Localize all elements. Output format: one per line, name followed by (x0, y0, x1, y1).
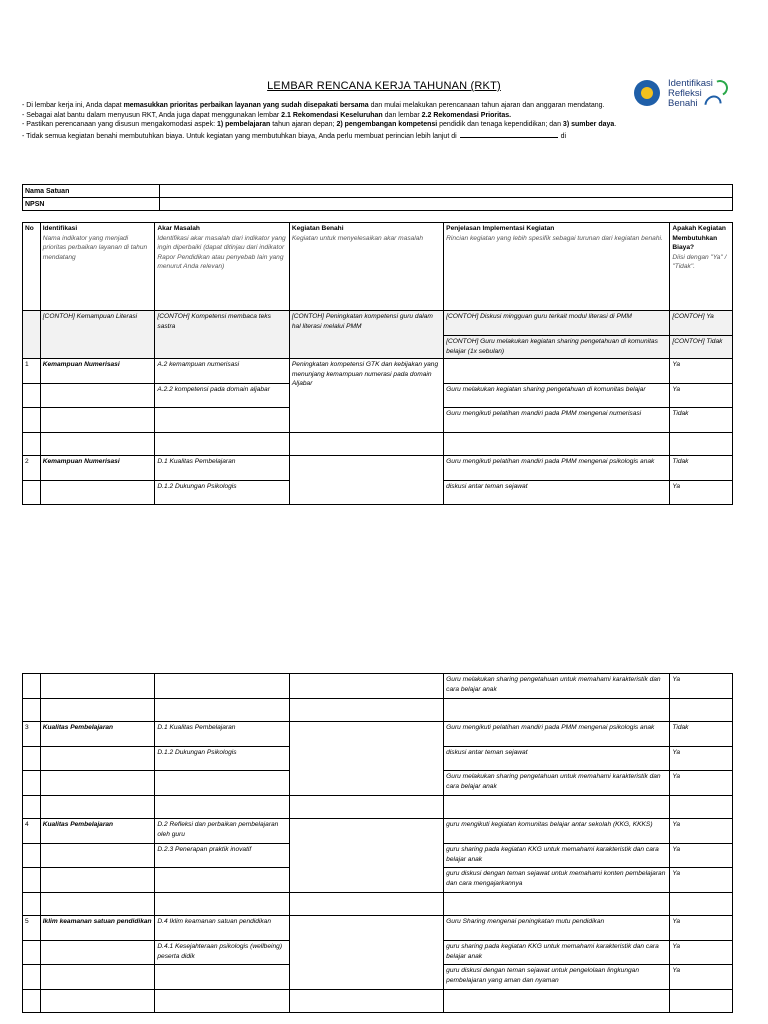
biaya-cell[interactable]: Ya (670, 916, 733, 941)
akar-masalah-cell[interactable]: D.2.3 Penerapan praktik inovatif (155, 844, 289, 868)
penjelasan-cell[interactable]: Guru mengikuti pelatihan mandiri pada PMM mengenai numerisasi (444, 408, 670, 433)
example-penjelasan-2: [CONTOH] Guru melakukan kegiatan sharing pengetahuan di komunitas belajar (1x sebulan) (444, 336, 670, 359)
penjelasan-cell[interactable]: guru diskusi dengan teman sejawat untuk memahami konten pembelajaran dan cara mengajarkannya (444, 868, 670, 893)
akar-masalah-cell[interactable]: D.1.2 Dukungan Psikologis (155, 747, 289, 771)
instruction-1: - Di lembar kerja ini, Anda dapat memasukkan prioritas perbaikan layanan yang sudah disepakati bersama dan mulai melakukan perencanaan tahun ajaran dan anggaran mendatang. (22, 102, 605, 109)
instruction-3: - Pastikan perencanaan yang disusun mengakomodasi aspek: 1) pembelajaran tahun ajaran depan; 2) pengembangan kompetensi pendidik dan tenaga kependidikan; dan 3) sumber daya. (22, 121, 617, 128)
biaya-cell[interactable]: Ya (670, 819, 733, 844)
nama-satuan-field[interactable] (160, 185, 733, 198)
header-no: No (23, 223, 41, 311)
penjelasan-cell[interactable] (444, 359, 670, 384)
kegiatan-benahi-cell[interactable]: Peningkatan kompetensi GTK dan kebijakan yang menunjang kemampuan numerasi pada domain Aljabar (289, 359, 443, 433)
kegiatan-benahi-cell[interactable] (289, 819, 443, 893)
penjelasan-cell[interactable]: Guru mengikuti pelatihan mandiri pada PMM mengenai psikologis anak (444, 722, 670, 747)
akar-masalah-cell[interactable]: D.1 Kualitas Pembelajaran (155, 456, 289, 481)
npsn-label: NPSN (23, 198, 160, 211)
identifikasi-cell[interactable]: Iklim keamanan satuan pendidikan (40, 916, 155, 941)
table-header-row (23, 223, 733, 311)
akar-masalah-cell[interactable]: D.2 Refleksi dan perbaikan pembelajaran oleh guru (155, 819, 289, 844)
header-biaya: Apakah Kegiatan Membutuhkan Biaya? Diisi dengan "Ya" / "Tidak". (670, 223, 733, 311)
table-row (23, 433, 733, 456)
rkt-table-page-1 (22, 222, 733, 505)
biaya-cell[interactable]: Ya (670, 868, 733, 893)
example-kegiatan: [CONTOH] Peningkatan kompetensi guru dalam hal literasi melalui PMM (289, 311, 443, 359)
akar-masalah-cell[interactable]: D.1 Kualitas Pembelajaran (155, 722, 289, 747)
biaya-cell[interactable]: Ya (670, 771, 733, 796)
kegiatan-benahi-cell[interactable] (289, 722, 443, 796)
table-row (23, 893, 733, 916)
table-row (23, 796, 733, 819)
example-biaya-1: [CONTOH] Ya (670, 311, 733, 336)
biaya-cell[interactable]: Tidak (670, 456, 733, 481)
penjelasan-cell[interactable]: guru diskusi dengan teman sejawat untuk pengelolaan lingkungan pembelajaran yang aman dan nyaman (444, 965, 670, 990)
table-row (23, 722, 733, 747)
table-row (23, 990, 733, 1013)
table-row (23, 699, 733, 722)
biaya-cell[interactable]: Ya (670, 481, 733, 505)
header-penjelasan: Penjelasan Implementasi Kegiatan Rincian kegiatan yang lebih spesifik sebagai turunan dari kegiatan benahi. (444, 223, 670, 311)
example-row (23, 311, 733, 336)
akar-masalah-cell[interactable]: D.4 Iklim keamanan satuan pendidikan (155, 916, 289, 941)
akar-masalah-cell[interactable]: D.4.1 Kesejahteraan psikologis (wellbeing) peserta didik (155, 941, 289, 965)
instructions (22, 101, 662, 141)
penjelasan-cell[interactable]: diskusi antar teman sejawat (444, 481, 670, 505)
page-title: LEMBAR RENCANA KERJA TAHUNAN (RKT) (267, 80, 501, 92)
biaya-cell[interactable]: Ya (670, 384, 733, 408)
row-number: 5 (23, 916, 41, 941)
nama-satuan-label: Nama Satuan (23, 185, 160, 198)
example-penjelasan-1: [CONTOH] Diskusi mingguan guru terkait modul literasi di PMM (444, 311, 670, 336)
biaya-cell[interactable]: Ya (670, 359, 733, 384)
penjelasan-cell[interactable]: guru sharing pada kegiatan KKG untuk memahami karakteristik dan cara belajar anak (444, 941, 670, 965)
row-number: 4 (23, 819, 41, 844)
table-row (23, 456, 733, 481)
table-row (23, 819, 733, 844)
table-row (23, 674, 733, 699)
biaya-cell[interactable]: Ya (670, 674, 733, 699)
identifikasi-cell[interactable]: Kemampuan Numerisasi (40, 456, 155, 481)
biaya-cell[interactable]: Tidak (670, 722, 733, 747)
biaya-cell[interactable]: Ya (670, 747, 733, 771)
penjelasan-cell[interactable]: guru mengikuti kegiatan komunitas belajar antar sekolah (KKG, KKKS) (444, 819, 670, 844)
identifikasi-cell[interactable]: Kualitas Pembelajaran (40, 722, 155, 747)
header-kegiatan-benahi: Kegiatan Benahi Kegiatan untuk menyelesaikan akar masalah (289, 223, 443, 311)
rkt-table-page-2 (22, 673, 733, 1013)
penjelasan-cell[interactable]: Guru mengikuti pelatihan mandiri pada PMM mengenai psikologis anak (444, 456, 670, 481)
kegiatan-benahi-cell[interactable] (289, 916, 443, 990)
example-identifikasi: [CONTOH] Kemampuan Literasi (40, 311, 155, 359)
table-row (23, 916, 733, 941)
identifikasi-cell[interactable]: Kemampuan Numerisasi (40, 359, 155, 384)
example-biaya-2: [CONTOH] Tidak (670, 336, 733, 359)
link-blank-line (460, 130, 558, 138)
row-number: 1 (23, 359, 41, 384)
identifikasi-cell[interactable]: Kualitas Pembelajaran (40, 819, 155, 844)
penjelasan-cell[interactable]: Guru Sharing mengenai peningkatan mutu pendidikan (444, 916, 670, 941)
penjelasan-cell[interactable]: guru sharing pada kegiatan KKG untuk memahami karakteristik dan cara belajar anak (444, 844, 670, 868)
logo-text: Identifikasi Refleksi Benahi (668, 78, 713, 109)
table-row (23, 359, 733, 384)
kegiatan-benahi-cell[interactable] (289, 456, 443, 505)
header-identifikasi: Identifikasi Nama indikator yang menjadi prioritas perbaikan layanan di tahun mendatang (40, 223, 155, 311)
akar-masalah-cell[interactable]: A.2.2 kompetensi pada domain aljabar (155, 384, 289, 408)
instruction-4: - Tidak semua kegiatan benahi membutuhkan biaya. Untuk kegiatan yang membutuhkan biaya, Anda perlu membuat perincian lebih lanjut di di (22, 130, 662, 142)
penjelasan-cell[interactable]: Guru melakukan kegiatan sharing pengetahuan di komunitas belajar (444, 384, 670, 408)
biaya-cell[interactable]: Ya (670, 844, 733, 868)
instruction-2: - Sebagai alat bantu dalam menyusun RKT, Anda juga dapat menggunakan lembar 2.1 Rekomendasi Keseluruhan dan lembar 2.2 Rekomendasi Prioritas. (22, 111, 512, 119)
penjelasan-cell[interactable]: diskusi antar teman sejawat (444, 747, 670, 771)
row-number: 3 (23, 722, 41, 747)
biaya-cell[interactable]: Ya (670, 965, 733, 990)
header-akar-masalah: Akar Masalah Identifikasi akar masalah dari indikator yang ingin diperbaiki (dapat ditinjau dari indikator Rapor Pendidikan atau penyebab lain yang menurut Anda relevan) (155, 223, 289, 311)
example-akar: [CONTOH] Kompetensi membaca teks sastra (155, 311, 289, 359)
akar-masalah-cell[interactable]: A.2 kemampuan numerisasi (155, 359, 289, 384)
penjelasan-cell[interactable]: Guru melakukan sharing pengetahuan untuk memahami karakteristik dan cara belajar anak (444, 674, 670, 699)
npsn-field[interactable] (160, 198, 733, 211)
row-number: 2 (23, 456, 41, 481)
biaya-cell[interactable]: Ya (670, 941, 733, 965)
akar-masalah-cell[interactable]: D.1.2 Dukungan Psikologis (155, 481, 289, 505)
school-info-table (22, 184, 733, 211)
penjelasan-cell[interactable]: Guru melakukan sharing pengetahuan untuk memahami karakteristik dan cara belajar anak (444, 771, 670, 796)
biaya-cell[interactable]: Tidak (670, 408, 733, 433)
